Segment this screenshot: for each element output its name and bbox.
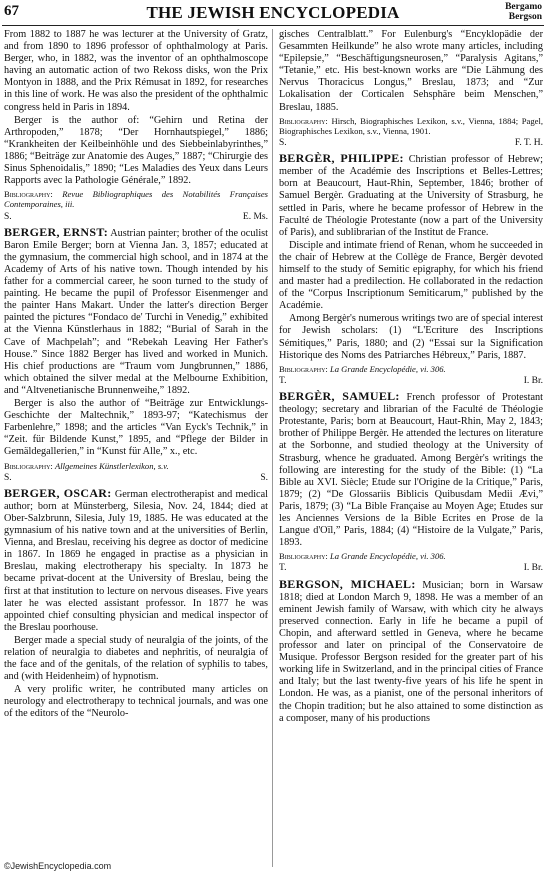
paragraph-text: Christian professor of Hebrew; member of the Académie des Inscriptions et Belles-Lettres; born at Beaucourt, Haut-Rhin, September, 1846; brother of Samuel Bergèr. Graduating at the University of Strasburg, he settled in Paris, where he became professor of Hebrew in the Faculté de Théologie Protestante (now a part of the University of Paris), and sublibrarian of the Institut de France. [279,154,543,238]
paragraph: From 1882 to 1887 he was lecturer at the University of Gratz, and from 1890 to 1896 professor of ophthalmology at Paris. Berger, who, in 1882, was the inventor of an ophthalmoscope having an automatic action of two Rekoss disks, won the Prix Montyon in 1888, and the Prix Rémusat in 1892, for researches in this line of work. He was also the president of the ophthalmic congress held in Paris in 1894. [4,29,268,113]
headword: BERGÈR, PHILIPPE: [279,151,404,166]
footer-watermark: ©JewishEncyclopedia.com [4,861,112,871]
left-column [4,29,268,867]
signature-class: S. [4,211,12,222]
bibliography-text: La Grande Encyclopédie, vi. 306. [329,551,446,562]
page-number: 67 [4,3,19,19]
paragraph [4,487,268,634]
paragraph: A very prolific writer, he contributed many articles on neurology and electrotherapy to technical journals, and was one of the editors of the “Neurolo- [4,684,268,720]
bibliography-text: Allgemeines Künstlerlexikon, s.v. [54,460,169,471]
signature-class: T. [279,563,287,574]
headword: BERGÈR, SAMUEL: [279,389,400,404]
paragraph: Berger is also the author of “Beiträge zur Entwicklungs-Geschichte der Maltechnik,” 1893-97; “Katechismus der Farbenlehre,” 1898; and the articles “Van Eyck's Technik,” in “Zeit. für Bildende Kunst,” 1895, and “Pflege der Bilder in Gemäldegallerien,” in “Kunst für Alle,” x., etc. [4,398,268,458]
right-column [279,29,543,867]
signature-class: S. [279,138,287,149]
paragraph [279,578,543,725]
guide-word-top: Bergamo [505,2,542,12]
signature [4,472,268,484]
paragraph-text: Austrian painter; brother of the oculist Baron Emile Berger; born at Vienna Jan. 3, 1857; educated at the gymnasium, the commercial high school, and in 1874 at the Academy of Arts of his native town. Though intended by his father for a commercial career, he soon turned to the study of painting. He became the pupil of Professor Eisenmenger and the painter Hans Makart. Under the latter's direction Berger painted the pictures “Fondaco de' Turchi in Venedig,” exhibited at the Vienna Künstlerhaus in 1882; “Burial of Sarah in the Cave of Machpelah”; and “Rebekah Leaving Her Father's House.” Since 1882 Berger has lived and worked in Munich. His chief productions are “Traum vom Jungbrunnen,” 1886, which obtained the silver medal at the Melbourne Exhibition, and “Altvenetianische Brunnenweihe,” 1892. [4,227,268,396]
bibliography [279,116,543,136]
entry-berger-ernst [4,226,268,484]
bibliography-label: Bibliography: [279,115,328,126]
signature-author: S. [260,472,268,483]
entry-berger-samuel [279,390,543,575]
bibliography-label: Bibliography: [4,460,53,471]
guide-words [505,2,542,22]
paragraph: Berger is the author of: “Gehirn und Retina der Arthropoden,” 1878; “Der Hornhautspiegel,” 1886; “Krankheiten der Keilbeinhöhle und des Siebbeinlabyrinthes,” 1886; “Beiträge zur Anatomie des Auges,” 1887; “Chirurgie des Sinus Sphenoidalis,” 1890; “Les Maladies des Yeux dans Leurs Rapports avec la Pathologie Générale,” 1892. [4,114,268,187]
signature-author: I. Br. [523,375,543,386]
signature-author: F. T. H. [514,138,543,149]
bibliography-text: La Grande Encyclopédie, vi. 306. [329,363,446,374]
paragraph [279,390,543,549]
signature [279,562,543,574]
paragraph [279,152,543,239]
bibliography-text: Hirsch, Biographisches Lexikon, s.v., Vienna, 1884; Pagel, Biographisches Lexikon, s.v., Vienna, 1901. [279,115,543,136]
signature-class: T. [279,375,287,386]
bibliography-label: Bibliography: [279,363,328,374]
signature [279,375,543,387]
signature-author: E. Ms. [242,211,268,222]
headword: BERGER, OSCAR: [4,485,112,500]
headword: BERGER, ERNST: [4,224,109,239]
paragraph-text: Musician; born in Warsaw 1818; died at London March 9, 1898. He was a member of an eminent Jewish family of Warsaw, with which city he always preserved connection. Early in life he became a pupil of Chopin, and afterward settled in Geneva, where he became professor and later on principal of the Conservatoire de Musique. Professor Bergson resided for the greater part of his working life in Switzerland, and in the principal cities of France and Italy; but the last twenty-five years of his life he spent in London. He was, as a pianist, one of the personal inheritors of the Chopin tradition; but he also attained to some distinction as a composer, many of his productions [279,579,543,724]
bibliography [4,189,268,209]
entry-berger-oscar [4,487,268,721]
paragraph: gisches Centralblatt.” For Eulenburg's “Encyklopädie der Gesammten Heilkunde” he also wrote many articles, including “Epilepsie,” “Beschäftigungsneurosen,” “Paralysis Agitans,” “Tetanie,” etc. His best-known works are “Die Lähmung des Nervus Thoracicus Longus,” Breslau, 1873; and “Zur Lokalisation der Corticalen Sehsphäre beim Menschen,” Breslau, 1885. [279,29,543,113]
bibliography [279,551,543,561]
bibliography-text: Revue Bibliographiques des Notabilités Françaises Contemporaines, iii. [4,189,268,210]
paragraph-text: German electrotherapist and medical author; born at Münsterberg, Silesia, Nov. 24, 1844; died at Ober-Salzbrunn, Silesia, July 19, 1885. He was educated at the gymnasium of his native town and at the universities of Berlin, Vienna, and Breslau, receiving his degree as doctor of medicine in 1867. In 1869 he engaged in practise as a physician in Breslau, making electrotherapy his specialty. In 1873 he became privat-docent at the University of Breslau, being the first at that institution to lecture on nervous diseases. Five years later he was elected assistant professor. In 1877 he was appointed chief consulting physician and medical inspector of the Breslau poorhouse. [4,488,268,633]
header-rule [2,25,544,26]
signature-class: S. [4,472,12,483]
paragraph: Disciple and intimate friend of Renan, whom he succeeded in the chair of Hebrew at the Collège de France, Bergèr devoted himself to the study of Semitic epigraphy, for which his friend and master had a predilection. He collaborated in the redaction of the “Corpus Inscriptionum Semiticarum,” published by the Académie. [279,239,543,312]
signature-author: I. Br. [523,563,543,574]
bibliography-label: Bibliography: [279,551,328,562]
signature [279,137,543,149]
signature [4,211,268,223]
bibliography [4,461,268,471]
bibliography [279,364,543,374]
guide-word-bottom: Bergson [508,12,542,22]
paragraph [4,226,268,397]
paragraph-text: French professor of Protestant theology; secretary and librarian of the Faculté de Théologie Protestante, Paris; born at Beaucourt, Haut-Rhin, May 2, 1843; brother of Philippe Bergèr. He attended the lectures on literature at the Sorbonne, and studied theology at the University of Strasburg, whence he graduated. Among Bergèr's writings the following are interesting for the study of the Bible: (1) “La Bible au XVI. Siècle; Etude sur l'Origine de la Critique,” Paris, 1879; (2) “De Glossariis Biblicis Quibusdam Medii Ævi,” Paris, 1879; (3) “La Bible Française au Moyen Age; Etudes sur les Anciennes Versions de la Bible Ecrites en Prose de la Langue d'Oïl,” Paris, 1884; (4) “Histoire de la Vulgate,” Paris, 1893. [279,392,543,549]
page-header [4,2,542,24]
headword: BERGSON, MICHAEL: [279,576,416,591]
entry-bergson-michael [279,578,543,725]
running-title: THE JEWISH ENCYCLOPEDIA [146,3,400,22]
paragraph: Among Bergèr's numerous writings two are of special interest for Jewish scholars: (1) “L'Ecriture des Inscriptions Sémitiques,” Paris, 1880; and (2) “Essai sur la Signification Historique des Noms des Patriarches Hébreux,” Paris, 1887. [279,313,543,361]
column-divider [272,29,273,867]
paragraph: Berger made a special study of neuralgia of the joints, of the relation of neuralgia to diabetes and nephritis, of neuralgia of the face and of the genitals, of the relation of syphilis to tabes, and (with Heidenheim) of hypnotism. [4,634,268,683]
entry-berger-philippe [279,152,543,387]
bibliography-label: Bibliography: [4,189,53,200]
